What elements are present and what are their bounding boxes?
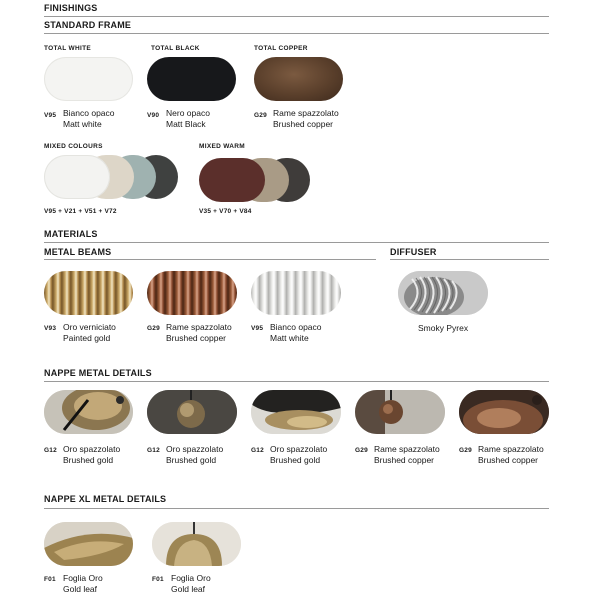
standard-frame-title: STANDARD FRAME (44, 20, 132, 30)
beam-brushed-copper-swatch[interactable] (147, 271, 237, 315)
finish-code: V90 (147, 112, 160, 119)
nappe-copper-swatch-1[interactable] (355, 390, 445, 434)
finish-name-it: Bianco opaco (270, 322, 322, 332)
nappe-xl-gold-leaf-swatch-1[interactable] (44, 522, 133, 566)
swatch-label: TOTAL WHITE (44, 45, 91, 52)
nappe-detail-image (44, 522, 133, 566)
total-copper-swatch[interactable] (254, 57, 343, 101)
nappe-detail-image (147, 390, 237, 434)
finish-name-it: Rame spazzolato (273, 108, 339, 118)
finish-name-it: Oro spazzolato (166, 444, 224, 454)
divider (390, 259, 549, 260)
finish-name-en: Painted gold (63, 333, 111, 343)
finish-code: G12 (44, 447, 57, 454)
finish-name-en: Matt Black (166, 119, 206, 129)
finish-name-en: Gold leaf (171, 584, 206, 594)
nappe-detail-image (251, 390, 341, 434)
finish-code: V93 (44, 325, 57, 332)
nappe-gold-swatch-1[interactable] (44, 390, 133, 434)
swatch-label: TOTAL BLACK (151, 45, 200, 52)
beam-painted-gold-swatch[interactable] (44, 271, 133, 315)
finish-code: G29 (254, 112, 267, 119)
mixed-colours-codes: V95 + V21 + V51 + V72 (44, 208, 117, 215)
nappe-gold-swatch-3[interactable] (251, 390, 341, 434)
divider (44, 33, 549, 34)
finish-code: G12 (147, 447, 160, 454)
finish-name-it: Rame spazzolato (166, 322, 232, 332)
finish-name-it: Oro spazzolato (63, 444, 121, 454)
total-black-swatch[interactable] (147, 57, 236, 101)
finish-name-en: Brushed copper (478, 455, 539, 465)
finish-name-en: Brushed copper (374, 455, 435, 465)
mixed-warm-swatch-1[interactable] (199, 158, 265, 202)
finish-name-it: Rame spazzolato (374, 444, 440, 454)
finish-name-en: Brushed copper (166, 333, 227, 343)
finish-code: G12 (251, 447, 264, 454)
nappe-gold-swatch-2[interactable] (147, 390, 237, 434)
swatch-label: MIXED COLOURS (44, 143, 103, 150)
mixed-colour-swatch-1[interactable] (44, 155, 110, 199)
finish-name-en: Matt white (270, 333, 309, 343)
diffuser-title: DIFFUSER (390, 247, 437, 257)
nappe-metal-details-title: NAPPE METAL DETAILS (44, 368, 152, 378)
finish-code: F01 (152, 576, 164, 583)
finish-code: F01 (44, 576, 56, 583)
finish-name-it: Rame spazzolato (478, 444, 544, 454)
finish-name-it: Foglia Oro (171, 573, 211, 583)
materials-title: MATERIALS (44, 229, 98, 239)
finish-name-it: Oro verniciato (63, 322, 116, 332)
finish-name-en: Matt white (63, 119, 102, 129)
divider (44, 381, 549, 382)
swatch-label: TOTAL COPPER (254, 45, 308, 52)
nappe-detail-image (355, 390, 445, 434)
pyrex-texture-image (398, 271, 488, 315)
finish-code: V95 (251, 325, 264, 332)
nappe-detail-image (459, 390, 549, 434)
nappe-detail-image (44, 390, 133, 434)
metal-beams-title: METAL BEAMS (44, 247, 112, 257)
diffuser-smoky-pyrex-swatch[interactable] (398, 271, 488, 315)
divider (44, 508, 549, 509)
finish-name-it: Oro spazzolato (270, 444, 328, 454)
nappe-xl-gold-leaf-swatch-2[interactable] (152, 522, 241, 566)
finish-name-it: Bianco opaco (63, 108, 115, 118)
finish-code: V95 (44, 112, 57, 119)
finish-name-en: Brushed gold (166, 455, 217, 465)
mixed-warm-codes: V35 + V70 + V84 (199, 208, 252, 215)
swatch-label: MIXED WARM (199, 143, 245, 150)
finish-name-it: Nero opaco (166, 108, 210, 118)
finish-code: G29 (355, 447, 368, 454)
nappe-xl-metal-details-title: NAPPE XL METAL DETAILS (44, 494, 167, 504)
divider (44, 16, 549, 17)
finish-name-it: Foglia Oro (63, 573, 103, 583)
finish-name-en: Brushed copper (273, 119, 334, 129)
beam-matt-white-swatch[interactable] (251, 271, 341, 315)
nappe-detail-image (152, 522, 241, 566)
nappe-copper-swatch-2[interactable] (459, 390, 549, 434)
finish-name-en: Brushed gold (63, 455, 114, 465)
divider (44, 259, 376, 260)
finishings-title: FINISHINGS (44, 3, 98, 13)
finish-code: G29 (147, 325, 160, 332)
finish-name-en: Brushed gold (270, 455, 321, 465)
diffuser-name: Smoky Pyrex (418, 323, 469, 333)
total-white-swatch[interactable] (44, 57, 133, 101)
finish-code: G29 (459, 447, 472, 454)
divider (44, 242, 549, 243)
finish-name-en: Gold leaf (63, 584, 98, 594)
